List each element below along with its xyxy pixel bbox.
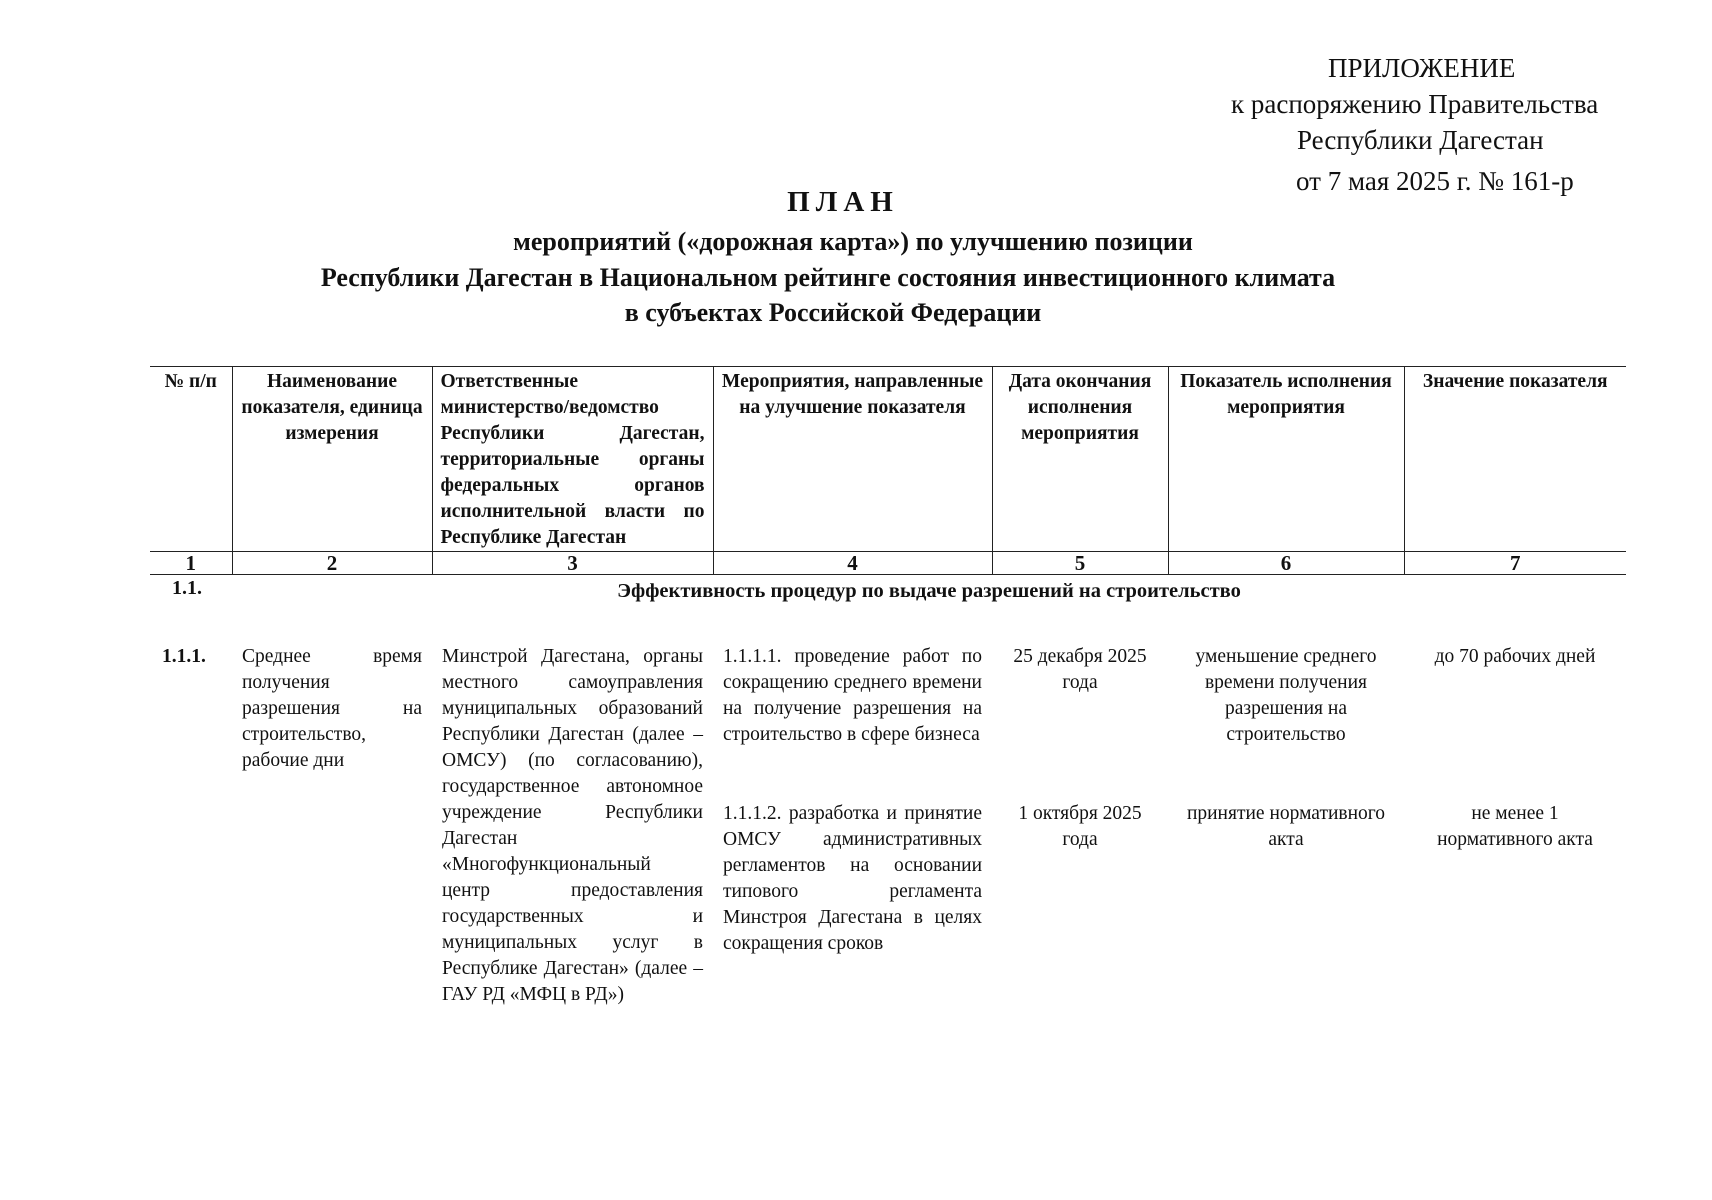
measure-value: до 70 рабочих дней xyxy=(1434,646,1596,667)
document-subtitle-line-1: мероприятий («дорожная карта») по улучшению позиции xyxy=(513,227,1193,256)
header-deadline: Дата окончания исполнения мероприятия xyxy=(992,367,1168,552)
appendix-date-number: от 7 мая 2025 г. № 161-р xyxy=(1296,166,1574,196)
header-indicator-name: Наименование показателя, единица измерения xyxy=(232,367,432,552)
header-number: № п/п xyxy=(150,367,232,552)
appendix-title: ПРИЛОЖЕНИЕ xyxy=(1328,53,1516,83)
roadmap-table xyxy=(150,366,1626,1009)
column-number: 7 xyxy=(1404,552,1626,575)
column-number: 3 xyxy=(432,552,713,575)
header-measures: Мероприятия, направленные на улучшение показателя xyxy=(713,367,992,552)
document-subtitle-line-3: в субъектах Российской Федерации xyxy=(624,298,1042,327)
measure-deadline: 25 декабря 2025 года xyxy=(1013,646,1147,693)
header-performance: Показатель исполнения мероприятия xyxy=(1168,367,1404,552)
column-number: 6 xyxy=(1168,552,1404,575)
indicator-name: Среднее время получения разрешения на строительство, рабочие дни xyxy=(242,646,422,771)
measure-performance: уменьшение среднего времени получения разрешения на строительство xyxy=(1195,646,1377,745)
measure-deadline: 1 октября 2025 года xyxy=(1018,803,1142,851)
column-number: 1 xyxy=(150,552,232,575)
column-number: 2 xyxy=(232,552,432,575)
table-row xyxy=(150,606,1626,793)
measure-text: 1.1.1.2. разработка и принятие ОМСУ административных регламентов на основании типового регламента Минстроя Дагестана в целях сокращения сроков xyxy=(723,803,982,955)
section-number: 1.1. xyxy=(172,577,202,599)
column-number: 4 xyxy=(713,552,992,575)
header-responsible: Ответственные министерство/ведомство Республики Дагестан, территориальные органы федеральных органов исполнительной власти по Республике Дагестан xyxy=(432,367,713,552)
column-number: 5 xyxy=(992,552,1168,575)
header-value: Значение показателя xyxy=(1404,367,1626,552)
document-subtitle-line-2: Республики Дагестан в Национальном рейтинге состояния инвестиционного климата xyxy=(320,263,1336,292)
indicator-responsible: Минстрой Дагестана, органы местного самоуправления муниципальных образований Республики Дагестан (далее – ОМСУ) (по согласованию), государственное автономное учреждение Республики Дагестан «Многофункциональный центр предоставления государственных и муниципальных услуг в Республике Дагестан» (далее – ГАУ РД «МФЦ в РД») xyxy=(442,646,703,1005)
appendix-authority: Республики Дагестан xyxy=(1297,125,1544,155)
document-heading: ПЛАН xyxy=(787,186,899,218)
measure-text: 1.1.1.1. проведение работ по сокращению среднего времени на получение разрешения на строительство в сфере бизнеса xyxy=(723,646,982,745)
column-number-row xyxy=(150,552,1626,575)
section-row xyxy=(150,575,1626,607)
table-header-row xyxy=(150,367,1626,552)
appendix-reference: к распоряжению Правительства xyxy=(1231,89,1599,119)
measure-value: не менее 1 нормативного акта xyxy=(1437,803,1593,851)
measure-performance: принятие нормативного акта xyxy=(1186,803,1386,851)
section-title: Эффективность процедур по выдаче разрешений на строительство xyxy=(617,580,1241,602)
indicator-number: 1.1.1. xyxy=(162,646,206,667)
